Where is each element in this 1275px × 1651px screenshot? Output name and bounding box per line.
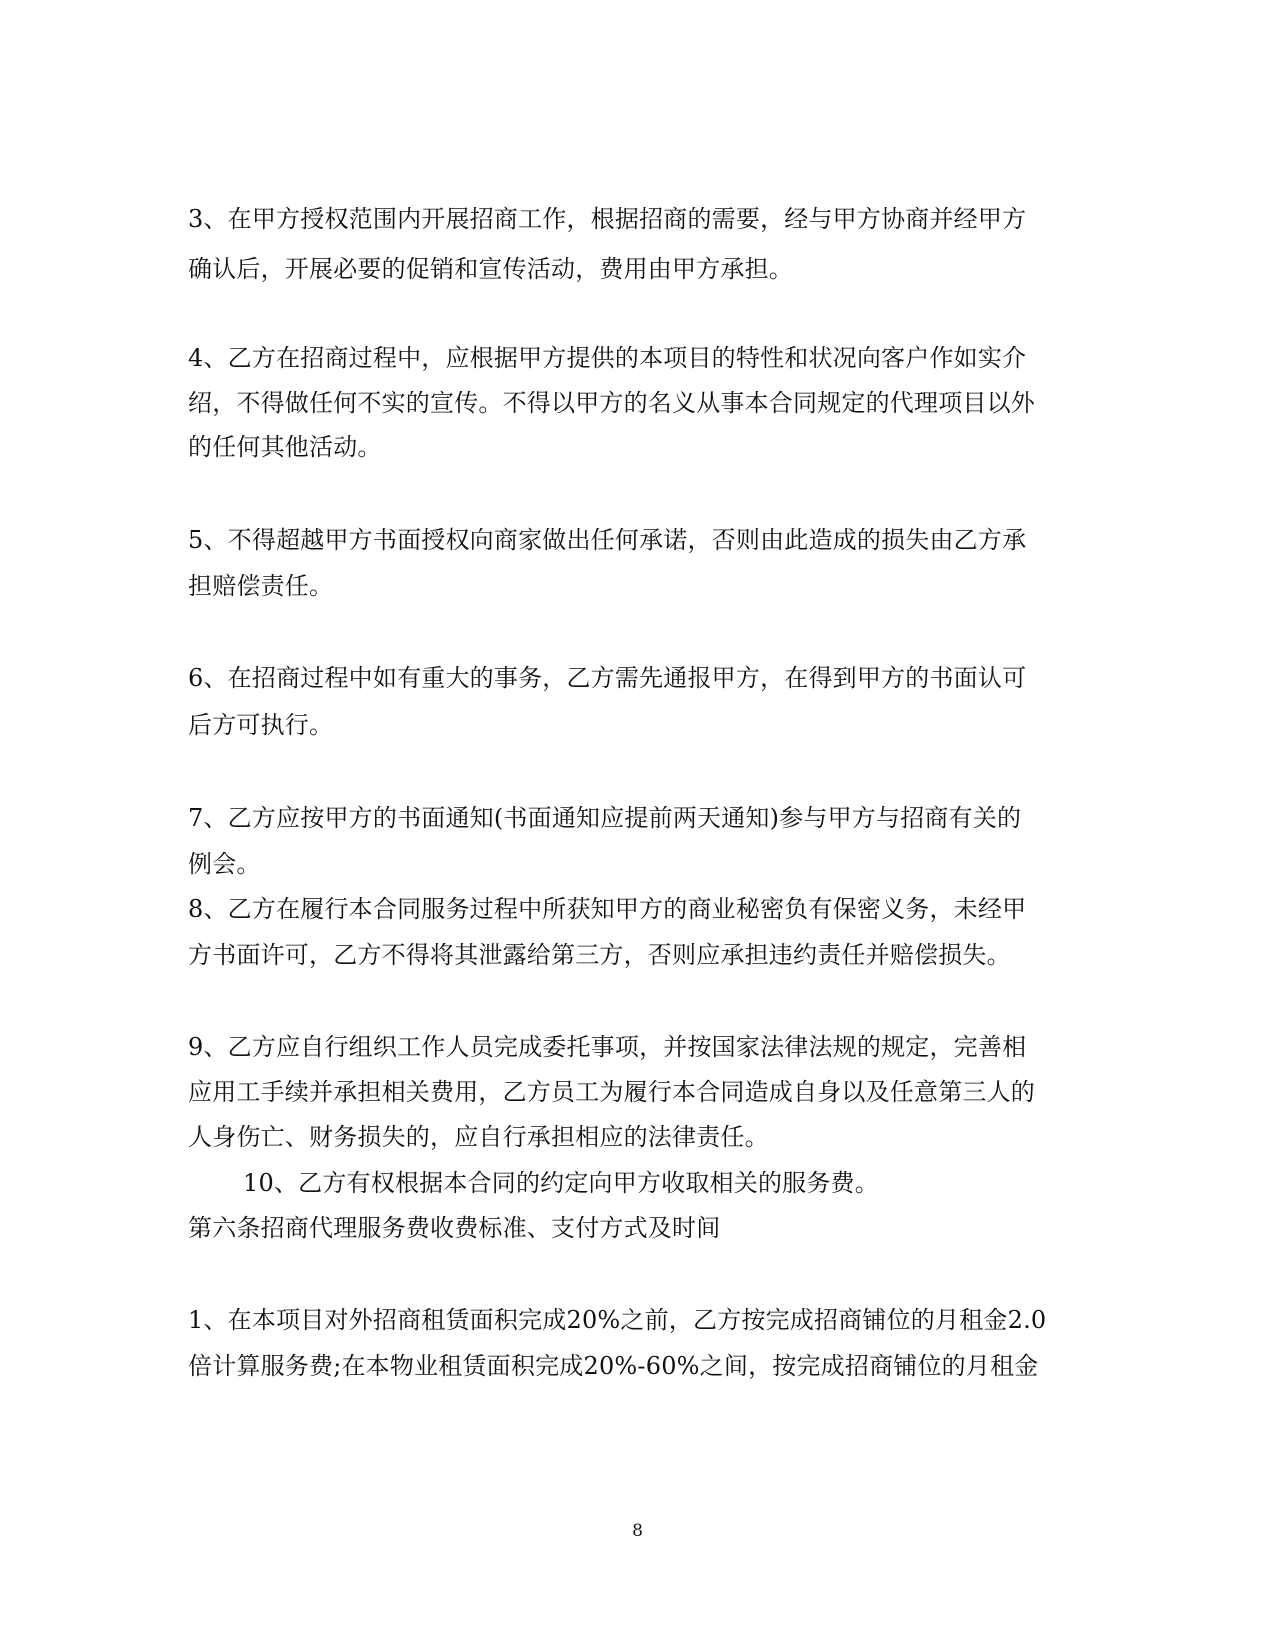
text-line: 10、乙方有权根据本合同的约定向甲方收取相关的服务费。	[243, 1169, 879, 1197]
text-line: 3、在甲方授权范围内开展招商工作，根据招商的需要，经与甲方协商并经甲方	[188, 205, 1027, 233]
section-heading: 第六条招商代理服务费收费标准、支付方式及时间	[188, 1214, 721, 1242]
text-line: 人身伤亡、财务损失的，应自行承担相应的法律责任。	[188, 1123, 769, 1151]
text-line: 的任何其他活动。	[188, 433, 382, 461]
page-number: 8	[632, 1521, 643, 1541]
text-line: 6、在招商过程中如有重大的事务，乙方需先通报甲方，在得到甲方的书面认可	[188, 664, 1027, 692]
text-line: 绍，不得做任何不实的宣传。不得以甲方的名义从事本合同规定的代理项目以外	[188, 389, 1035, 417]
text-line: 4、乙方在招商过程中，应根据甲方提供的本项目的特性和状况向客户作如实介	[188, 344, 1027, 372]
text-line: 后方可执行。	[188, 711, 334, 739]
text-line: 1、在本项目对外招商租赁面积完成20%之前，乙方按完成招商铺位的月租金2.0	[188, 1306, 1047, 1334]
text-line: 例会。	[188, 850, 261, 878]
text-line: 5、不得超越甲方书面授权向商家做出任何承诺，否则由此造成的损失由乙方承	[188, 526, 1027, 554]
text-line: 确认后，开展必要的促销和宣传活动，费用由甲方承担。	[188, 255, 793, 283]
text-line: 倍计算服务费;在本物业租赁面积完成20%-60%之间，按完成招商铺位的月租金	[188, 1352, 1039, 1380]
text-line: 7、乙方应按甲方的书面通知(书面通知应提前两天通知)参与甲方与招商有关的	[188, 804, 1022, 832]
text-line: 8、乙方在履行本合同服务过程中所获知甲方的商业秘密负有保密义务，未经甲	[188, 895, 1027, 923]
text-line: 担赔偿责任。	[188, 572, 334, 600]
text-line: 9、乙方应自行组织工作人员完成委托事项，并按国家法律法规的规定，完善相	[188, 1033, 1027, 1061]
text-line: 方书面许可，乙方不得将其泄露给第三方，否则应承担违约责任并赔偿损失。	[188, 941, 1011, 969]
text-line: 应用工手续并承担相关费用，乙方员工为履行本合同造成自身以及任意第三人的	[188, 1078, 1035, 1106]
